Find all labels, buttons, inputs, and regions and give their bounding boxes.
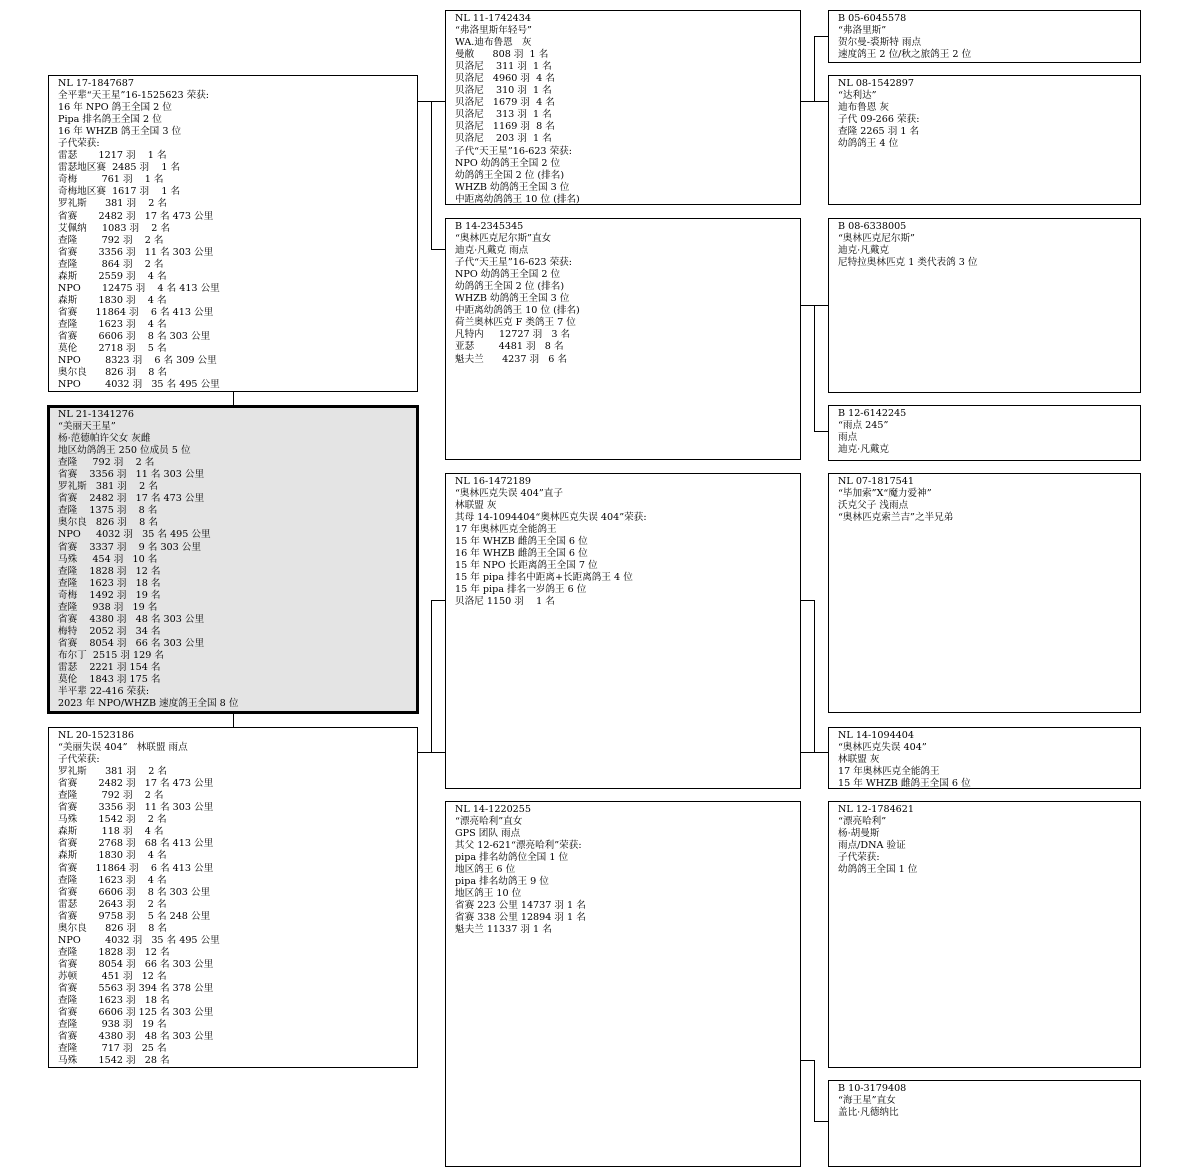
dam-sire-dam-card — [828, 727, 1141, 789]
pedigree-line: NPO 4032 羽 35 名 495 公里 — [58, 529, 211, 541]
pedigree-line: 省赛 3356 羽 11 名 303 公里 — [58, 469, 205, 481]
sire-dam-dam-card — [828, 405, 1141, 461]
pedigree-line: 亚瑟 4481 羽 8 名 — [455, 341, 564, 353]
pedigree-line: 贝洛尼 4960 羽 4 名 — [455, 73, 555, 85]
pedigree-line: 凡特内 12727 羽 3 名 — [455, 329, 571, 341]
pedigree-line: 子代荣获: — [58, 754, 100, 766]
pedigree-line: NL 12-1784621 — [838, 804, 914, 815]
pedigree-line: B 05-6045578 — [838, 13, 907, 24]
pedigree-line: 荷兰奥林匹克 F 类鸽王 7 位 — [455, 317, 576, 329]
pedigree-line: “雨点 245” — [838, 420, 889, 432]
pedigree-line: 奇梅 1492 羽 19 名 — [58, 589, 161, 601]
pedigree-line: NL 20-1523186 — [58, 730, 134, 741]
pedigree-line: B 10-3179408 — [838, 1083, 907, 1094]
pedigree-line: 贝洛尼 1169 羽 8 名 — [455, 121, 555, 133]
sire-dam-sire-card — [828, 218, 1141, 393]
dam-dam-card — [445, 801, 801, 1167]
sire-card — [48, 75, 418, 392]
pedigree-line: “奥林匹克失误 404”直子 — [455, 488, 563, 500]
pedigree-line: 盖比·凡德纳比 — [838, 1107, 899, 1119]
pedigree-line: NPO 4032 羽 35 名 495 公里 — [58, 934, 220, 946]
pedigree-line: NPO 8323 羽 6 名 309 公里 — [58, 355, 217, 367]
pedigree-line: 林联盟 灰 — [838, 754, 880, 766]
pedigree-line: 贝洛尼 310 羽 1 名 — [455, 85, 552, 97]
pedigree-line: “达利达” — [838, 90, 877, 102]
pedigree-line: 罗礼斯 381 羽 2 名 — [58, 481, 158, 493]
pedigree-line: 子代“天王星”16-623 荣获: — [455, 257, 573, 269]
pedigree-line: NL 17-1847687 — [58, 78, 134, 89]
pedigree-line: “奥林匹克尼尔斯”直女 — [455, 233, 552, 245]
connector-dd-ddd — [814, 1121, 828, 1122]
pedigree-line: 莫伦 2718 羽 5 名 — [58, 343, 167, 355]
pedigree-line: 艾佩纳 1083 羽 2 名 — [58, 222, 171, 234]
pedigree-line: 雨点 — [838, 432, 858, 444]
connector-sire-sd — [431, 249, 445, 250]
pedigree-line: 17 年奥林匹克全能鸽王 — [838, 766, 940, 778]
pedigree-line: “漂亮哈利” — [838, 816, 887, 828]
pedigree-line: 省赛 338 公里 12894 羽 1 名 — [455, 912, 586, 924]
pedigree-line: 梅特 2052 羽 34 名 — [58, 625, 161, 637]
pedigree-line: 雷瑟 2643 羽 2 名 — [58, 898, 167, 910]
sire-sire-sire-card — [828, 10, 1141, 63]
pedigree-line: 子代“天王星”16-623 荣获: — [455, 145, 573, 157]
subject-pigeon-card — [47, 405, 419, 714]
pedigree-line: 省赛 4380 羽 48 名 303 公里 — [58, 1031, 214, 1043]
connector-ss-sss — [814, 36, 828, 37]
pedigree-line: 查隆 792 羽 2 名 — [58, 457, 155, 469]
pedigree-line: 子代荣获: — [838, 852, 880, 864]
pedigree-line: pipa 排名幼鸽位全国 1 位 — [455, 852, 569, 864]
connector-sd-sds — [814, 305, 828, 306]
pedigree-line: 省赛 4380 羽 48 名 303 公里 — [58, 613, 205, 625]
dam-dam-sire-card — [828, 801, 1141, 1068]
pedigree-line: 马殊 454 羽 10 名 — [58, 553, 158, 565]
pedigree-line: “弗洛里斯” — [838, 25, 887, 37]
pedigree-line: 奥尔良 826 羽 8 名 — [58, 367, 167, 379]
pedigree-line: 省赛 11864 羽 6 名 413 公里 — [58, 306, 214, 318]
pedigree-line: 罗礼斯 381 羽 2 名 — [58, 766, 167, 778]
pedigree-line: 查隆 2265 羽 1 名 — [838, 126, 920, 138]
pedigree-line: 子代 09-266 荣获: — [838, 114, 920, 126]
connector-subject-dam — [233, 712, 234, 727]
pedigree-line: 罗礼斯 381 羽 2 名 — [58, 198, 167, 210]
pedigree-line: NL 07-1817541 — [838, 476, 914, 487]
pedigree-line: NPO 幼鸽鸽王全国 2 位 — [455, 157, 561, 169]
pedigree-line: 迪克·凡戴克 — [838, 444, 890, 456]
pedigree-line: 沃克父子 浅雨点 — [838, 500, 909, 512]
pedigree-line: 15 年 WHZB 雌鸽王全国 6 位 — [455, 536, 588, 548]
pedigree-line: 省赛 6606 羽 8 名 303 公里 — [58, 330, 211, 342]
connector-sire-ss — [417, 101, 445, 102]
pedigree-line: 省赛 5563 羽 394 名 378 公里 — [58, 982, 214, 994]
pedigree-line: 速度鸽王 2 位/秋之旅鸽王 2 位 — [838, 49, 972, 61]
pedigree-line: 省赛 11864 羽 6 名 413 公里 — [58, 862, 214, 874]
sire-sire-card — [445, 10, 801, 205]
pedigree-line: 贝洛尼 203 羽 1 名 — [455, 133, 552, 145]
sire-sire-dam-card — [828, 75, 1141, 205]
connector-sire-subject — [233, 391, 234, 406]
pedigree-line: 16 年 NPO 鸽王全国 2 位 — [58, 102, 172, 114]
pedigree-line: 林联盟 灰 — [455, 500, 497, 512]
pedigree-line: 迪克·凡戴克 雨点 — [455, 245, 529, 257]
pedigree-line: WHZB 幼鸽鸽王全国 3 位 — [455, 293, 570, 305]
pedigree-line: 查隆 1375 羽 8 名 — [58, 505, 158, 517]
connector-dam-v — [431, 600, 432, 752]
pedigree-line: 15 年 pipa 排名中距离+长距离鸽王 4 位 — [455, 572, 633, 584]
pedigree-line: “奥林匹克尼尔斯” — [838, 233, 915, 245]
pedigree-line: 贝洛尼 313 羽 1 名 — [455, 109, 552, 121]
pedigree-line: 贝洛尼 311 羽 1 名 — [455, 61, 552, 73]
pedigree-line: “弗洛里斯年轻号” — [455, 25, 532, 37]
dam-card — [48, 727, 418, 1068]
pedigree-line: NPO 幼鸽鸽王全国 2 位 — [455, 269, 561, 281]
connector-sire-v — [431, 101, 432, 249]
pedigree-line: 尼特拉奥林匹克 1 类代表鸽 3 位 — [838, 257, 978, 269]
pedigree-line: B 12-6142245 — [838, 408, 907, 419]
pedigree-line: 查隆 1623 羽 18 名 — [58, 577, 161, 589]
pedigree-line: 迪布鲁恩 灰 — [838, 102, 890, 114]
dam-dam-dam-card — [828, 1080, 1141, 1167]
pedigree-line: 查隆 938 羽 19 名 — [58, 601, 158, 613]
pedigree-line: 奇梅 761 羽 1 名 — [58, 174, 164, 186]
pedigree-line: NPO 12475 羽 4 名 413 公里 — [58, 282, 220, 294]
pedigree-line: 地区鸽王 10 位 — [455, 888, 522, 900]
pedigree-line: 查隆 792 羽 2 名 — [58, 234, 164, 246]
pedigree-line: NL 14-1220255 — [455, 804, 531, 815]
pedigree-line: 省赛 8054 羽 66 名 303 公里 — [58, 637, 205, 649]
connector-ds-dss — [800, 752, 828, 753]
pedigree-line: 15 年 NPO 长距离鸽王全国 7 位 — [455, 560, 598, 572]
connector-dam-h — [417, 752, 432, 753]
pedigree-line: “漂亮哈利”直女 — [455, 816, 523, 828]
connector-dam-ds — [431, 600, 445, 601]
pedigree-line: “奥林匹克索兰吉”之半兄弟 — [838, 512, 954, 524]
pedigree-line: 森斯 1830 羽 4 名 — [58, 850, 167, 862]
pedigree-line: 奥尔良 826 羽 8 名 — [58, 922, 167, 934]
pedigree-line: 幼鸽鸽王全国 2 位 (排名) — [455, 281, 565, 293]
connector-dd-v — [814, 1060, 815, 1121]
pedigree-line: 查隆 938 羽 19 名 — [58, 1019, 167, 1031]
pedigree-line: 半平辈 22-416 荣获: — [58, 686, 150, 698]
pedigree-line: 17 年奥林匹克全能鸽王 — [455, 524, 557, 536]
pedigree-line: 16 年 WHZB 鸽王全国 3 位 — [58, 126, 182, 138]
pedigree-line: 省赛 3356 羽 11 名 303 公里 — [58, 802, 214, 814]
pedigree-line: 中距离幼鸽鸽王 10 位 (排名) — [455, 193, 580, 205]
pedigree-line: 森斯 1830 羽 4 名 — [58, 294, 167, 306]
pedigree-line: 省赛 6606 羽 8 名 303 公里 — [58, 886, 211, 898]
pedigree-line: 幼鸽鸽王全国 1 位 — [838, 864, 918, 876]
pedigree-line: 全平辈“天王星”16-1525623 荣获: — [58, 90, 210, 102]
pedigree-line: 16 年 WHZB 雌鸽王全国 6 位 — [455, 548, 588, 560]
pedigree-line: 雨点/DNA 验证 — [838, 840, 906, 852]
dam-sire-card — [445, 473, 801, 789]
pedigree-line: 魁夫兰 4237 羽 6 名 — [455, 353, 568, 365]
pedigree-line: 贝洛尼 1679 羽 4 名 — [455, 97, 555, 109]
pedigree-line: 幼鸽鸽王 4 位 — [838, 138, 899, 150]
pedigree-line: WA.迪布鲁恩 灰 — [455, 37, 532, 49]
pedigree-line: 省赛 3356 羽 11 名 303 公里 — [58, 246, 214, 258]
pedigree-line: “美丽失误 404” 林联盟 雨点 — [58, 742, 188, 754]
pedigree-line: NL 21-1341276 — [58, 409, 134, 420]
pedigree-line: NL 16-1472189 — [455, 476, 531, 487]
pedigree-line: WHZB 幼鸽鸽王全国 3 位 — [455, 181, 570, 193]
pedigree-line: 莫伦 1843 羽 175 名 — [58, 674, 161, 686]
pedigree-line: 查隆 717 羽 25 名 — [58, 1043, 167, 1055]
pedigree-line: 幼鸽鸽王全国 2 位 (排名) — [455, 169, 565, 181]
pedigree-line: 15 年 WHZB 雌鸽王全国 6 位 — [838, 778, 971, 789]
pedigree-line: 布尔丁 2515 羽 129 名 — [58, 649, 164, 661]
pedigree-line: “海王星”直女 — [838, 1095, 896, 1107]
sire-dam-card — [445, 218, 801, 460]
pedigree-line: 省赛 3337 羽 9 名 303 公里 — [58, 541, 201, 553]
pedigree-line: 省赛 2482 羽 17 名 473 公里 — [58, 778, 214, 790]
pedigree-line: 省赛 2482 羽 17 名 473 公里 — [58, 493, 205, 505]
pedigree-line: 雷瑟 2221 羽 154 名 — [58, 661, 161, 673]
pedigree-line: 雷瑟 1217 羽 1 名 — [58, 150, 167, 162]
pedigree-line: 曼敝 808 羽 1 名 — [455, 49, 549, 61]
pedigree-line: 查隆 1623 羽 4 名 — [58, 874, 167, 886]
pedigree-line: 查隆 1828 羽 12 名 — [58, 565, 161, 577]
pedigree-line: 迪克·凡戴克 — [838, 245, 890, 257]
pedigree-line: “美丽天王星” — [58, 421, 116, 433]
pedigree-line: 地区鸽王 6 位 — [455, 864, 516, 876]
connector-ss-v — [814, 36, 815, 101]
pedigree-line: 查隆 1623 羽 18 名 — [58, 995, 170, 1007]
pedigree-line: 查隆 792 羽 2 名 — [58, 790, 164, 802]
pedigree-line: 马殊 1542 羽 28 名 — [58, 1055, 170, 1067]
pedigree-line: 杨·范德帕许父女 灰雌 — [58, 433, 151, 445]
pedigree-line: 省赛 9758 羽 5 名 248 公里 — [58, 910, 211, 922]
pedigree-line: 苏顿 451 羽 12 名 — [58, 970, 167, 982]
connector-ss-h — [800, 101, 828, 102]
connector-dd-h — [800, 1060, 814, 1061]
pedigree-line: 省赛 2768 羽 68 名 413 公里 — [58, 838, 214, 850]
pedigree-line: Pipa 排名鸽王全国 2 位 — [58, 114, 162, 126]
pedigree-line: B 14-2345345 — [455, 221, 524, 232]
pedigree-line: 奥尔良 826 羽 8 名 — [58, 517, 158, 529]
pedigree-line: 其父 12-621“漂亮哈利”荣获: — [455, 840, 582, 852]
pedigree-line: NL 14-1094404 — [838, 730, 914, 741]
pedigree-line: 中距离幼鸽鸽王 10 位 (排名) — [455, 305, 580, 317]
pedigree-line: NL 08-1542897 — [838, 78, 914, 89]
pedigree-line: 贝洛尼 1150 羽 1 名 — [455, 596, 555, 608]
pedigree-line: pipa 排名幼鸽王 9 位 — [455, 876, 549, 888]
pedigree-line: 查隆 1828 羽 12 名 — [58, 946, 170, 958]
pedigree-line: 子代荣获: — [58, 138, 100, 150]
pedigree-line: 其母 14-1094404“奥林匹克失误 404”荣获: — [455, 512, 647, 524]
connector-sd-h — [800, 305, 814, 306]
connector-sd-v — [814, 305, 815, 431]
pedigree-line: “奥林匹克失误 404” — [838, 742, 927, 754]
pedigree-line: 2023 年 NPO/WHZB 速度鸽王全国 8 位 — [58, 698, 239, 710]
pedigree-line: 贺尔曼-裘斯特 雨点 — [838, 37, 922, 49]
pedigree-line: GPS 团队 雨点 — [455, 828, 521, 840]
pedigree-line: 查隆 1623 羽 4 名 — [58, 318, 167, 330]
dam-sire-sire-card — [828, 473, 1141, 713]
connector-dam-dd — [431, 752, 445, 753]
pedigree-line: 雷瑟地区赛 2485 羽 1 名 — [58, 162, 181, 174]
connector-sd-sdd — [814, 431, 828, 432]
pedigree-line: 查隆 864 羽 2 名 — [58, 258, 164, 270]
pedigree-line: 森斯 118 羽 4 名 — [58, 826, 164, 838]
pedigree-line: NPO 4032 羽 35 名 495 公里 — [58, 379, 220, 391]
pedigree-line: 马殊 1542 羽 2 名 — [58, 814, 167, 826]
pedigree-line: 杨·胡曼斯 — [838, 828, 880, 840]
pedigree-line: 15 年 pipa 排名一岁鸽王 6 位 — [455, 584, 587, 596]
pedigree-line: B 08-6338005 — [838, 221, 907, 232]
pedigree-line: 省赛 6606 羽 125 名 303 公里 — [58, 1007, 214, 1019]
pedigree-line: 省赛 223 公里 14737 羽 1 名 — [455, 900, 586, 912]
connector-ds-h — [800, 600, 814, 601]
pedigree-line: 地区幼鸽鸽王 250 位成员 5 位 — [58, 445, 191, 457]
pedigree-line: 省赛 8054 羽 66 名 303 公里 — [58, 958, 214, 970]
pedigree-line: 魁夫兰 11337 羽 1 名 — [455, 924, 552, 936]
pedigree-line: 省赛 2482 羽 17 名 473 公里 — [58, 210, 214, 222]
pedigree-line: “毕加索”X“魔力爱神” — [838, 488, 932, 500]
connector-ds-v — [814, 600, 815, 752]
pedigree-line: 森斯 2559 羽 4 名 — [58, 270, 167, 282]
pedigree-line: 奇梅地区赛 1617 羽 1 名 — [58, 186, 181, 198]
pedigree-line: NL 11-1742434 — [455, 13, 531, 24]
